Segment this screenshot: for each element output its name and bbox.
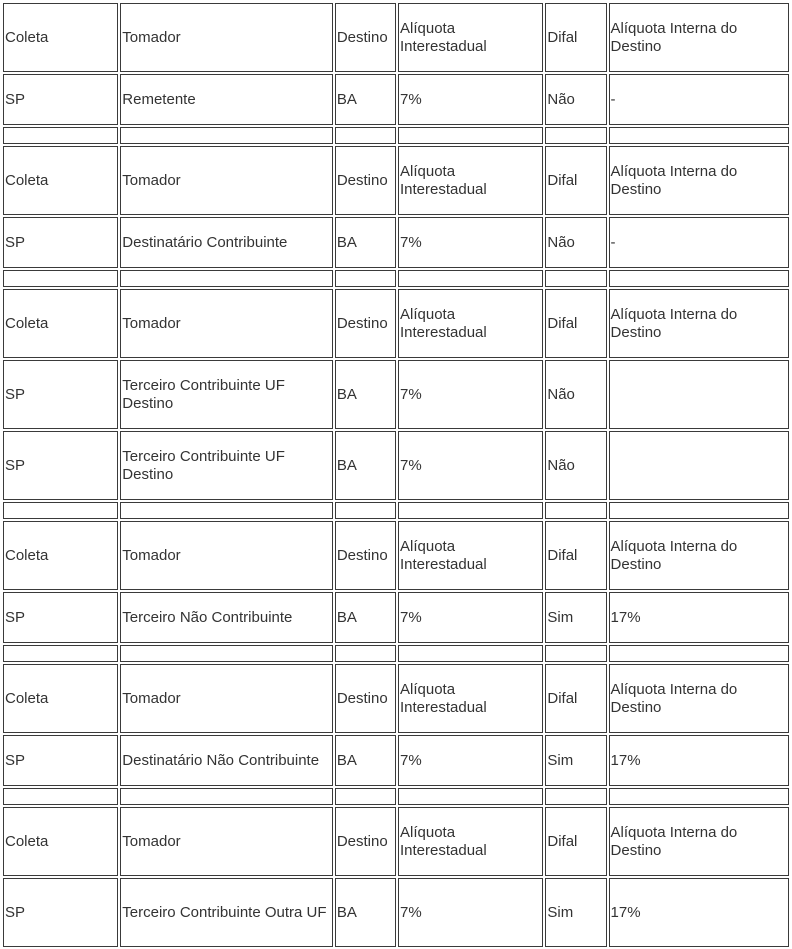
cell-interna: 17%: [609, 592, 789, 643]
spacer-cell: [609, 502, 789, 519]
spacer-cell: [120, 127, 333, 144]
cell-coleta: SP: [3, 735, 118, 786]
header-aliquota-interestadual: Alíquota Interestadual: [398, 664, 543, 733]
spacer-cell: [609, 270, 789, 287]
spacer-row: [3, 270, 789, 287]
spacer-cell: [335, 270, 396, 287]
icms-rate-table: [1, 1, 791, 949]
table-row: [3, 217, 789, 268]
spacer-cell: [545, 270, 606, 287]
cell-interna: [609, 360, 789, 429]
header-aliquota-interna: Alíquota Interna do Destino: [609, 807, 789, 876]
cell-difal: Sim: [545, 592, 606, 643]
spacer-cell: [545, 502, 606, 519]
cell-coleta: SP: [3, 431, 118, 500]
header-aliquota-interestadual: Alíquota Interestadual: [398, 521, 543, 590]
spacer-cell: [609, 788, 789, 805]
header-tomador: Tomador: [120, 3, 333, 72]
header-difal: Difal: [545, 146, 606, 215]
cell-aliquota: 7%: [398, 735, 543, 786]
header-destino: Destino: [335, 664, 396, 733]
cell-aliquota: 7%: [398, 217, 543, 268]
spacer-cell: [545, 788, 606, 805]
table-header-row: [3, 146, 789, 215]
header-tomador: Tomador: [120, 664, 333, 733]
cell-difal: Não: [545, 431, 606, 500]
header-aliquota-interestadual: Alíquota Interestadual: [398, 3, 543, 72]
cell-difal: Não: [545, 360, 606, 429]
header-difal: Difal: [545, 807, 606, 876]
cell-aliquota: 7%: [398, 592, 543, 643]
spacer-cell: [335, 127, 396, 144]
header-difal: Difal: [545, 289, 606, 358]
header-aliquota-interna: Alíquota Interna do Destino: [609, 664, 789, 733]
spacer-cell: [335, 645, 396, 662]
header-aliquota-interna: Alíquota Interna do Destino: [609, 3, 789, 72]
table-header-row: [3, 521, 789, 590]
cell-tomador: Destinatário Não Contribuinte: [120, 735, 333, 786]
spacer-cell: [3, 502, 118, 519]
cell-coleta: SP: [3, 217, 118, 268]
table-row: [3, 878, 789, 947]
cell-coleta: SP: [3, 878, 118, 947]
table-row: [3, 592, 789, 643]
spacer-row: [3, 502, 789, 519]
spacer-cell: [3, 270, 118, 287]
cell-destino: BA: [335, 878, 396, 947]
cell-aliquota: 7%: [398, 431, 543, 500]
cell-aliquota: 7%: [398, 74, 543, 125]
cell-coleta: SP: [3, 592, 118, 643]
spacer-cell: [609, 127, 789, 144]
cell-difal: Não: [545, 217, 606, 268]
cell-destino: BA: [335, 431, 396, 500]
table-row: [3, 74, 789, 125]
cell-tomador: Terceiro Contribuinte UF Destino: [120, 360, 333, 429]
cell-interna: 17%: [609, 878, 789, 947]
spacer-cell: [335, 502, 396, 519]
cell-tomador: Terceiro Não Contribuinte: [120, 592, 333, 643]
header-coleta: Coleta: [3, 3, 118, 72]
header-destino: Destino: [335, 146, 396, 215]
cell-aliquota: 7%: [398, 360, 543, 429]
cell-tomador: Remetente: [120, 74, 333, 125]
header-aliquota-interna: Alíquota Interna do Destino: [609, 521, 789, 590]
header-aliquota-interna: Alíquota Interna do Destino: [609, 146, 789, 215]
cell-tomador: Destinatário Contribuinte: [120, 217, 333, 268]
cell-difal: Não: [545, 74, 606, 125]
spacer-cell: [3, 645, 118, 662]
spacer-cell: [398, 502, 543, 519]
header-coleta: Coleta: [3, 289, 118, 358]
header-aliquota-interna: Alíquota Interna do Destino: [609, 289, 789, 358]
cell-interna: -: [609, 217, 789, 268]
cell-destino: BA: [335, 592, 396, 643]
header-coleta: Coleta: [3, 521, 118, 590]
header-tomador: Tomador: [120, 521, 333, 590]
header-coleta: Coleta: [3, 146, 118, 215]
header-aliquota-interestadual: Alíquota Interestadual: [398, 146, 543, 215]
table-row: [3, 360, 789, 429]
header-aliquota-interestadual: Alíquota Interestadual: [398, 807, 543, 876]
spacer-cell: [545, 645, 606, 662]
header-tomador: Tomador: [120, 289, 333, 358]
spacer-cell: [398, 788, 543, 805]
cell-interna: -: [609, 74, 789, 125]
header-aliquota-interestadual: Alíquota Interestadual: [398, 289, 543, 358]
header-difal: Difal: [545, 521, 606, 590]
table-header-row: [3, 807, 789, 876]
cell-tomador: Terceiro Contribuinte Outra UF: [120, 878, 333, 947]
header-destino: Destino: [335, 3, 396, 72]
header-tomador: Tomador: [120, 146, 333, 215]
spacer-cell: [3, 127, 118, 144]
header-destino: Destino: [335, 807, 396, 876]
spacer-cell: [545, 127, 606, 144]
spacer-cell: [609, 645, 789, 662]
cell-destino: BA: [335, 74, 396, 125]
cell-interna: 17%: [609, 735, 789, 786]
cell-destino: BA: [335, 735, 396, 786]
header-tomador: Tomador: [120, 807, 333, 876]
header-difal: Difal: [545, 3, 606, 72]
header-destino: Destino: [335, 289, 396, 358]
table-row: [3, 735, 789, 786]
spacer-cell: [120, 502, 333, 519]
spacer-row: [3, 127, 789, 144]
spacer-cell: [120, 270, 333, 287]
cell-aliquota: 7%: [398, 878, 543, 947]
cell-interna: [609, 431, 789, 500]
spacer-cell: [398, 270, 543, 287]
cell-destino: BA: [335, 360, 396, 429]
spacer-row: [3, 788, 789, 805]
spacer-cell: [120, 788, 333, 805]
spacer-cell: [398, 127, 543, 144]
table-header-row: [3, 289, 789, 358]
table-header-row: [3, 3, 789, 72]
spacer-row: [3, 645, 789, 662]
spacer-cell: [120, 645, 333, 662]
cell-coleta: SP: [3, 74, 118, 125]
cell-coleta: SP: [3, 360, 118, 429]
spacer-cell: [3, 788, 118, 805]
cell-tomador: Terceiro Contribuinte UF Destino: [120, 431, 333, 500]
header-difal: Difal: [545, 664, 606, 733]
table-header-row: [3, 664, 789, 733]
cell-destino: BA: [335, 217, 396, 268]
cell-difal: Sim: [545, 735, 606, 786]
header-coleta: Coleta: [3, 807, 118, 876]
cell-difal: Sim: [545, 878, 606, 947]
spacer-cell: [335, 788, 396, 805]
header-coleta: Coleta: [3, 664, 118, 733]
table-row: [3, 431, 789, 500]
header-destino: Destino: [335, 521, 396, 590]
spacer-cell: [398, 645, 543, 662]
